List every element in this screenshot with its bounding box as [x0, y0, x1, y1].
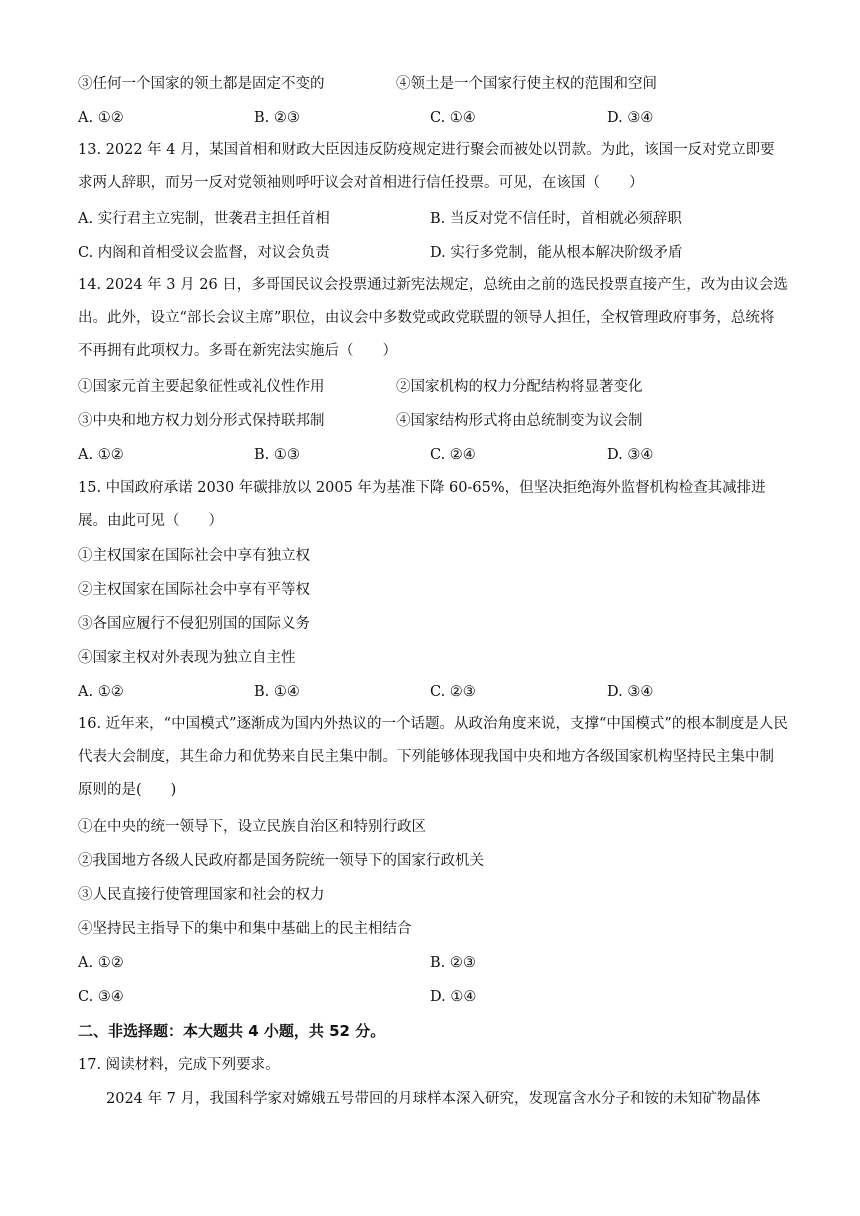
q16-statement-1: ①在中央的统一领导下，设立民族自治区和特别行政区 — [78, 819, 426, 835]
q13-stem: 13. 2022 年 4 月，某国首相和财政大臣因违反防疫规定进行聚会而被处以罚款。为此，该国一反对党立即要求两人辞职，而另一反对党领袖则呼吁议会对首相进行信任投票。可见，在该国（ ） — [78, 142, 775, 191]
q15-statement-3: ③各国应履行不侵犯别国的国际义务 — [78, 616, 310, 632]
q17-intro: 17. 阅读材料，完成下列要求。 — [78, 1057, 280, 1073]
q13-option-c[interactable]: C. 内阁和首相受议会监督，对议会负责 — [78, 245, 330, 261]
q14-option-d[interactable]: D. ③④ — [607, 447, 654, 463]
q14-statement-4: ④国家结构形式将由总统制变为议会制 — [396, 413, 643, 429]
q14-stem: 14. 2024 年 3 月 26 日，多哥国民议会投票通过新宪法规定，总统由之前的选民投票直接产生，改为由议会选出。此外，设立“部长会议主席”职位，由议会中多数党或政党联盟的领导人担任，全权管理政府事务，总统将不再拥有此项权力。多哥在新宪法实施后（ ） — [78, 277, 788, 359]
q14-option-a[interactable]: A. ①② — [78, 447, 124, 463]
q14-option-b[interactable]: B. ①③ — [254, 447, 300, 463]
q12-option-d[interactable]: D. ③④ — [607, 110, 654, 126]
q14-statement-2: ②国家机构的权力分配结构将显著变化 — [396, 379, 643, 395]
q15-statement-4: ④国家主权对外表现为独立自主性 — [78, 650, 296, 666]
q12-option-a[interactable]: A. ①② — [78, 110, 124, 126]
q12-option-c[interactable]: C. ①④ — [430, 110, 476, 126]
q14-option-c[interactable]: C. ②④ — [430, 447, 476, 463]
q13-option-d[interactable]: D. 实行多党制，能从根本解决阶级矛盾 — [430, 245, 683, 261]
section-2-heading: 二、非选择题：本大题共 4 小题，共 52 分。 — [78, 1022, 386, 1040]
q13-option-b[interactable]: B. 当反对党不信任时，首相就必须辞职 — [430, 211, 682, 227]
q15-stem: 15. 中国政府承诺 2030 年碳排放以 2005 年为基准下降 60-65%，但坚决拒绝海外监督机构检查其减排进展。由此可见（ ） — [78, 480, 766, 529]
q16-option-d[interactable]: D. ①④ — [430, 989, 477, 1005]
q15-option-b[interactable]: B. ①④ — [254, 684, 300, 700]
q12-statement-4: ④领土是一个国家行使主权的范围和空间 — [396, 76, 657, 92]
q16-statement-2: ②我国地方各级人民政府都是国务院统一领导下的国家行政机关 — [78, 853, 484, 869]
q15-statement-2: ②主权国家在国际社会中享有平等权 — [78, 582, 310, 598]
q16-statement-3: ③人民直接行使管理国家和社会的权力 — [78, 887, 325, 903]
q16-option-a[interactable]: A. ①② — [78, 955, 124, 971]
q14-statement-1: ①国家元首主要起象征性或礼仪性作用 — [78, 379, 325, 395]
q17-material: 2024 年 7 月，我国科学家对嫦娥五号带回的月球样本深入研究，发现富含水分子和铵的未知矿物晶体 — [106, 1091, 761, 1107]
q12-statement-3: ③任何一个国家的领土都是固定不变的 — [78, 76, 325, 92]
q13-option-a[interactable]: A. 实行君主立宪制，世袭君主担任首相 — [78, 211, 330, 227]
q16-statement-4: ④坚持民主指导下的集中和集中基础上的民主相结合 — [78, 921, 412, 937]
q15-option-c[interactable]: C. ②③ — [430, 684, 476, 700]
q12-option-b[interactable]: B. ②③ — [254, 110, 300, 126]
q16-option-b[interactable]: B. ②③ — [430, 955, 476, 971]
q15-statement-1: ①主权国家在国际社会中享有独立权 — [78, 548, 310, 564]
q16-stem: 16. 近年来，“中国模式”逐渐成为国内外热议的一个话题。从政治角度来说，支撑“中国模式”的根本制度是人民代表大会制度，其生命力和优势来自民主集中制。下列能够体现我国中央和地方各级国家机构坚持民主集中制原则的是( ) — [78, 716, 788, 798]
q16-option-c[interactable]: C. ③④ — [78, 989, 124, 1005]
q14-statement-3: ③中央和地方权力划分形式保持联邦制 — [78, 413, 325, 429]
q15-option-d[interactable]: D. ③④ — [607, 684, 654, 700]
q15-option-a[interactable]: A. ①② — [78, 684, 124, 700]
